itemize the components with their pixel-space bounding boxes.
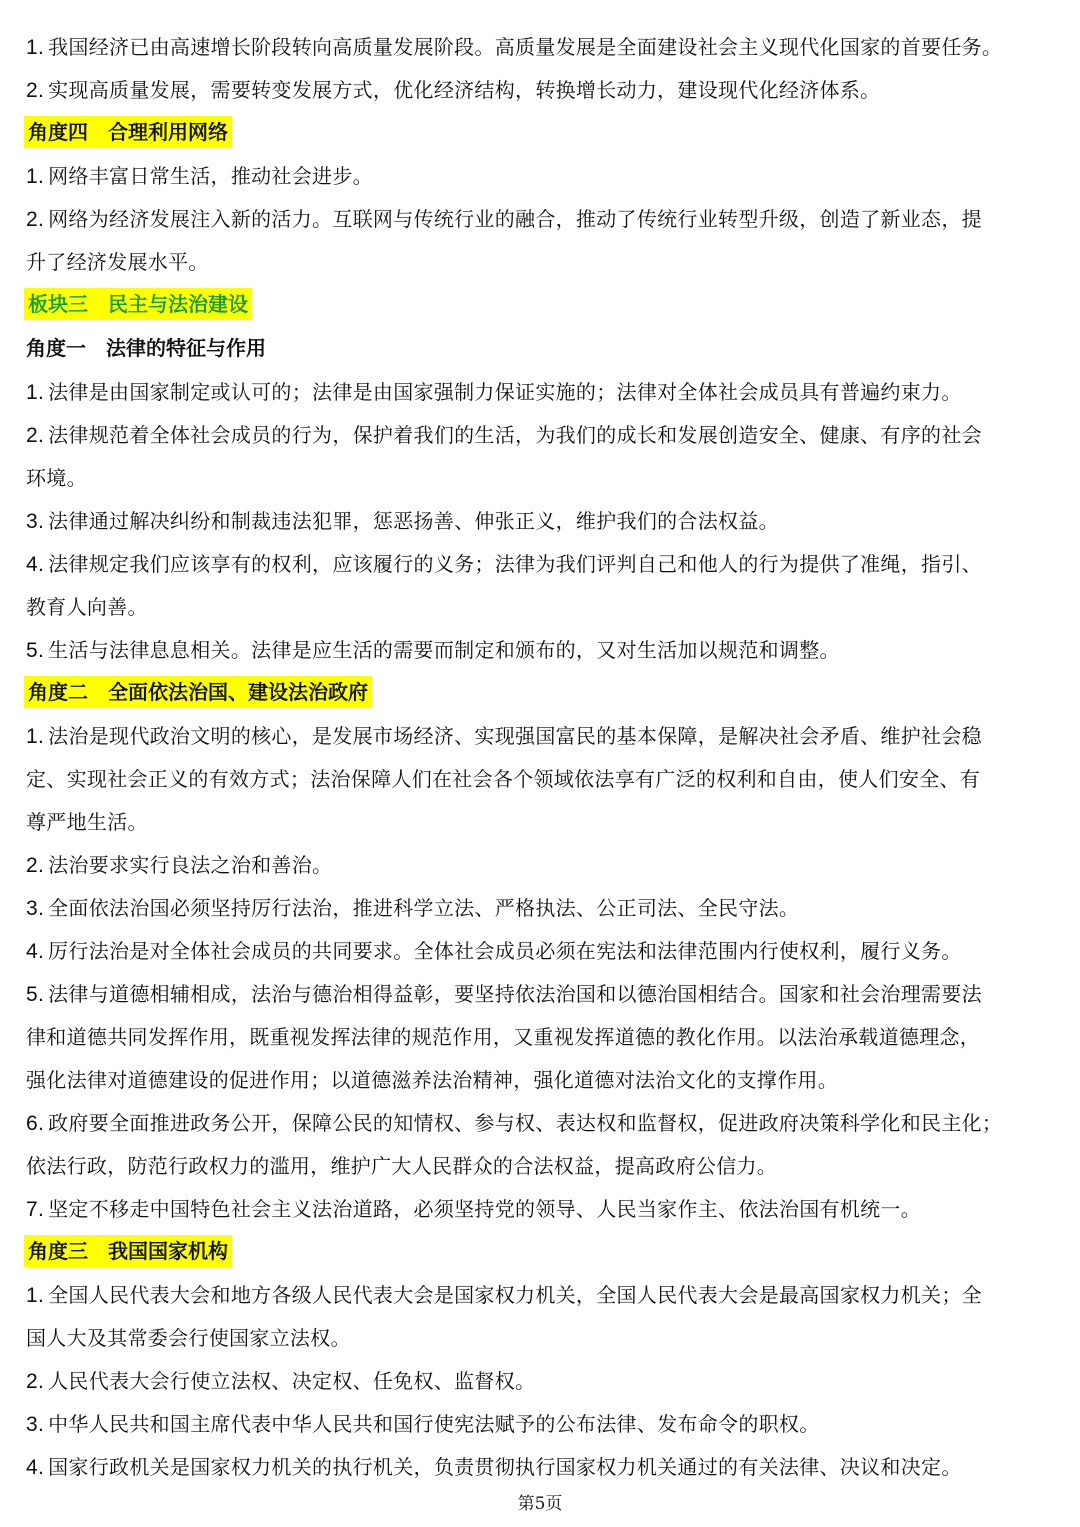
item-number: 4. — [26, 1456, 45, 1479]
list-item — [26, 76, 1056, 104]
section-heading: 角度三 我国国家机构 — [24, 1235, 232, 1267]
item-text: 厉行法治是对全体社会成员的共同要求。全体社会成员必须在宪法和法律范围内行使权利，履行义务。 — [48, 939, 962, 963]
item-text: 法律是由国家制定或认可的；法律是由国家强制力保证实施的；法律对全体社会成员具有普遍约束力。 — [48, 380, 962, 404]
list-item — [26, 722, 1056, 750]
list-item — [26, 33, 1056, 61]
list-item-continuation: 律和道德共同发挥作用，既重视发挥法律的规范作用，又重视发挥道德的教化作用。以法治承载道德理念， — [26, 1025, 981, 1049]
item-number: 4. — [26, 553, 45, 576]
item-number: 2. — [26, 854, 45, 877]
list-item — [26, 1410, 1056, 1438]
item-text: 法治要求实行良法之治和善治。 — [48, 853, 333, 877]
item-number: 5. — [26, 983, 45, 1006]
list-item-continuation: 依法行政，防范行政权力的滥用，维护广大人民群众的合法权益，提高政府公信力。 — [26, 1154, 778, 1178]
item-number: 2. — [26, 424, 45, 447]
item-number: 2. — [26, 1370, 45, 1393]
item-text: 网络为经济发展注入新的活力。互联网与传统行业的融合，推动了传统行业转型升级，创造了新业态，提 — [48, 207, 982, 231]
item-text: 中华人民共和国主席代表中华人民共和国行使宪法赋予的公布法律、发布命令的职权。 — [48, 1412, 820, 1436]
list-item — [26, 980, 1056, 1008]
item-number: 1. — [26, 165, 45, 188]
page-number: 第5页 — [517, 1494, 563, 1514]
item-text: 法律规范着全体社会成员的行为，保护着我们的生活，为我们的成长和发展创造安全、健康、有序的社会 — [48, 423, 982, 447]
list-item — [26, 1109, 1056, 1137]
block-heading: 板块三 民主与法治建设 — [24, 288, 252, 320]
list-item-continuation: 升了经济发展水平。 — [26, 250, 209, 274]
list-item — [26, 1453, 1056, 1481]
item-number: 1. — [26, 725, 45, 748]
list-item — [26, 162, 1056, 190]
list-item-continuation: 国人大及其常委会行使国家立法权。 — [26, 1326, 351, 1350]
item-number: 4. — [26, 940, 45, 963]
list-item-continuation: 尊严地生活。 — [26, 810, 148, 834]
item-text: 法律通过解决纠纷和制裁违法犯罪，惩恶扬善、伸张正义，维护我们的合法权益。 — [48, 509, 779, 533]
item-number: 2. — [26, 208, 45, 231]
item-text: 实现高质量发展，需要转变发展方式，优化经济结构，转换增长动力，建设现代化经济体系。 — [48, 78, 881, 102]
item-text: 全国人民代表大会和地方各级人民代表大会是国家权力机关，全国人民代表大会是最高国家权力机关；全 — [48, 1283, 982, 1307]
list-item — [26, 937, 1056, 965]
section-heading: 角度四 合理利用网络 — [24, 116, 232, 148]
item-text: 坚定不移走中国特色社会主义法治道路，必须坚持党的领导、人民当家作主、依法治国有机统一。 — [48, 1197, 922, 1221]
item-text: 法治是现代政治文明的核心，是发展市场经济、实现强国富民的基本保障，是解决社会矛盾、维护社会稳 — [48, 724, 982, 748]
list-item — [26, 421, 1056, 449]
item-number: 3. — [26, 897, 45, 920]
item-text: 国家行政机关是国家权力机关的执行机关，负责贯彻执行国家权力机关通过的有关法律、决议和决定。 — [48, 1455, 962, 1479]
item-number: 1. — [26, 1284, 45, 1307]
list-item — [26, 1195, 1056, 1223]
list-item — [26, 205, 1056, 233]
list-item-continuation: 环境。 — [26, 466, 87, 490]
item-text: 我国经济已由高速增长阶段转向高质量发展阶段。高质量发展是全面建设社会主义现代化国家的首要任务。 — [48, 35, 1003, 59]
list-item — [26, 894, 1056, 922]
item-number: 6. — [26, 1112, 45, 1135]
item-text: 人民代表大会行使立法权、决定权、任免权、监督权。 — [48, 1369, 536, 1393]
list-item-continuation: 强化法律对道德建设的促进作用；以道德滋养法治精神，强化道德对法治文化的支撑作用。 — [26, 1068, 838, 1092]
item-text: 网络丰富日常生活，推动社会进步。 — [48, 164, 373, 188]
item-text: 法律规定我们应该享有的权利，应该履行的义务；法律为我们评判自己和他人的行为提供了准绳，指引、 — [48, 552, 982, 576]
item-text: 政府要全面推进政务公开，保障公民的知情权、参与权、表达权和监督权，促进政府决策科学化和民主化； — [48, 1111, 1003, 1135]
item-text: 全面依法治国必须坚持厉行法治，推进科学立法、严格执法、公正司法、全民守法。 — [48, 896, 800, 920]
item-text: 法律与道德相辅相成，法治与德治相得益彰，要坚持依法治国和以德治国相结合。国家和社会治理需要法 — [48, 982, 982, 1006]
list-item — [26, 378, 1056, 406]
section-heading: 角度二 全面依法治国、建设法治政府 — [24, 676, 372, 708]
section-heading: 角度一 法律的特征与作用 — [26, 336, 266, 360]
item-number: 1. — [26, 381, 45, 404]
list-item — [26, 1281, 1056, 1309]
item-number: 7. — [26, 1198, 45, 1221]
item-number: 5. — [26, 639, 45, 662]
list-item — [26, 550, 1056, 578]
item-number: 3. — [26, 510, 45, 533]
list-item-continuation: 定、实现社会正义的有效方式；法治保障人们在社会各个领域依法享有广泛的权利和自由，使人们安全、有 — [26, 767, 981, 791]
list-item — [26, 507, 1056, 535]
list-item — [26, 1367, 1056, 1395]
item-number: 2. — [26, 79, 45, 102]
list-item — [26, 851, 1056, 879]
list-item-continuation: 教育人向善。 — [26, 595, 148, 619]
item-text: 生活与法律息息相关。法律是应生活的需要而制定和颁布的，又对生活加以规范和调整。 — [48, 638, 840, 662]
list-item — [26, 636, 1056, 664]
item-number: 1. — [26, 36, 45, 59]
item-number: 3. — [26, 1413, 45, 1436]
